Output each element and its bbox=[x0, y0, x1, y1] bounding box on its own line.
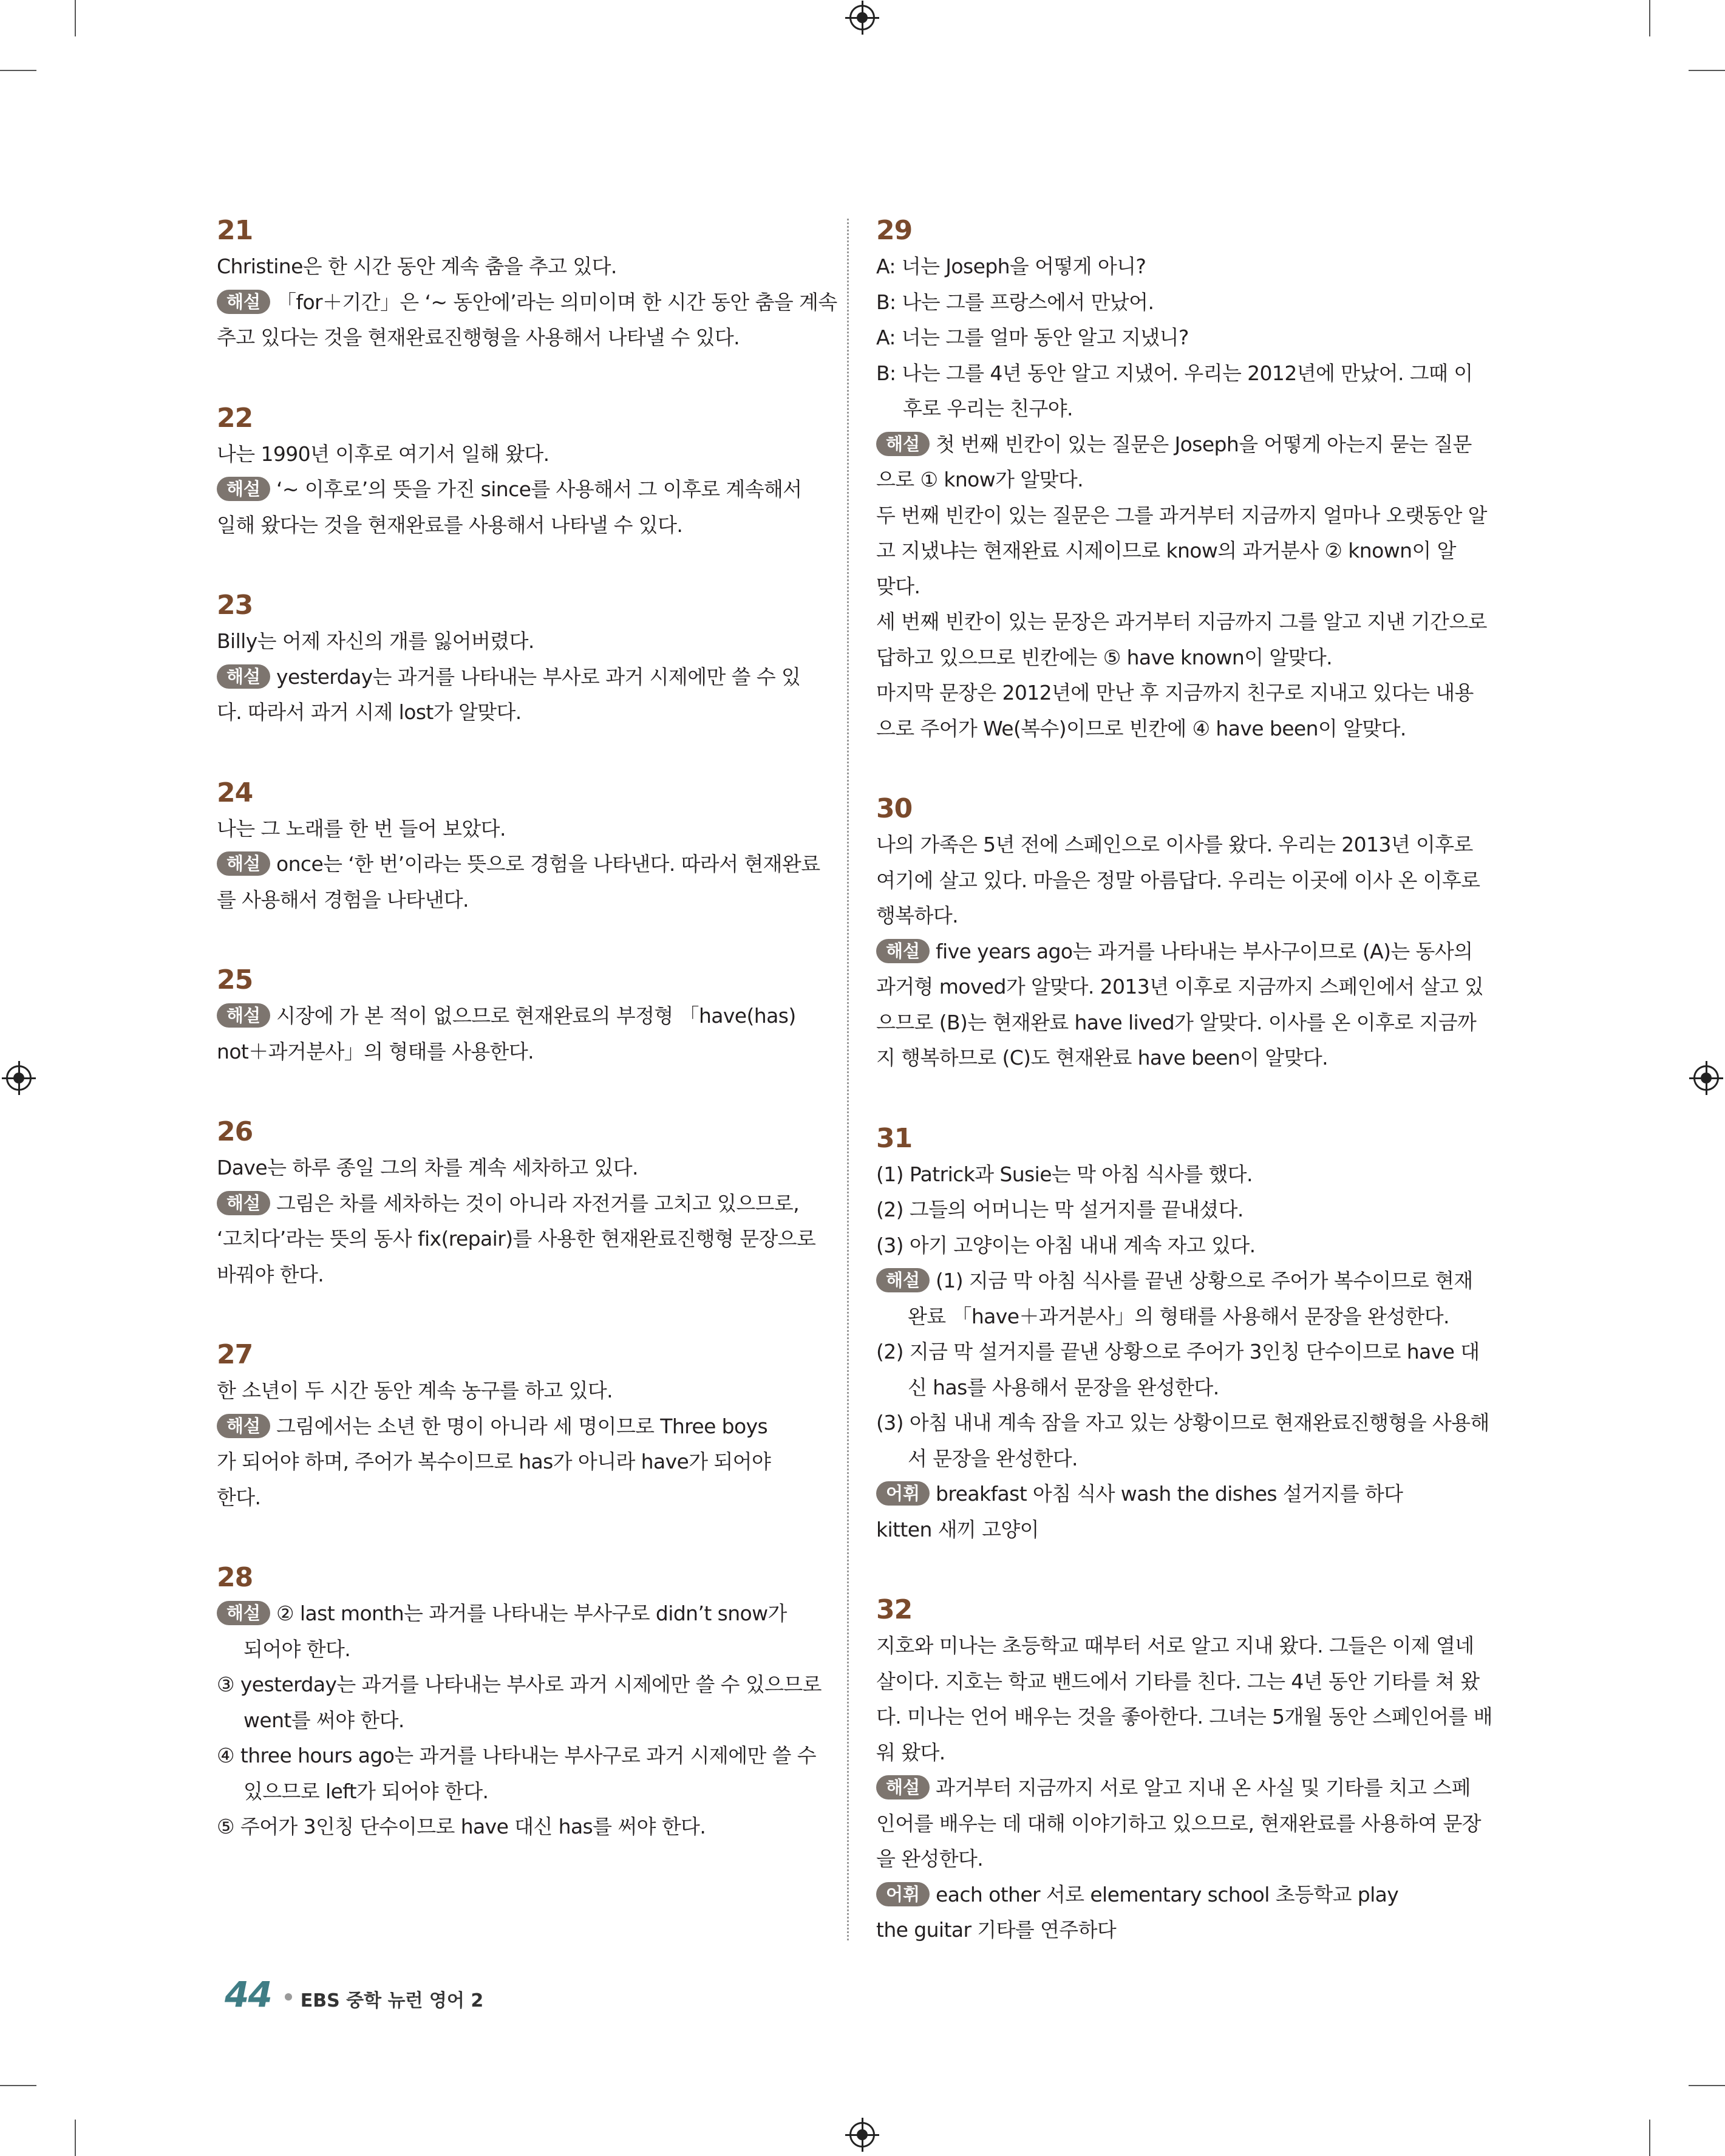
crop-mark bbox=[1649, 0, 1650, 36]
text-line bbox=[217, 695, 818, 731]
text-line bbox=[876, 1005, 1478, 1041]
line-text: (2) 지금 막 설거지를 끝낸 상황으로 주어가 3인칭 단수이므로 have 대 bbox=[876, 1340, 1480, 1363]
question-block bbox=[217, 1114, 818, 1292]
line-text: ‘~ 이후로’의 뜻을 가진 since를 사용해서 그 이후로 계속해서 bbox=[276, 477, 802, 501]
question-number: 27 bbox=[217, 1339, 253, 1370]
line-text: 일해 왔다는 것을 현재완료를 사용해서 나타낼 수 있다. bbox=[217, 513, 683, 537]
label-badge: 해설 bbox=[217, 1414, 270, 1438]
line-text: 완료 「have＋과거분사」의 형태를 사용해서 문장을 완성한다. bbox=[908, 1304, 1449, 1328]
question-block bbox=[876, 213, 1487, 746]
text-line bbox=[217, 1186, 818, 1222]
line-text: 후로 우리는 친구야. bbox=[903, 397, 1073, 420]
crop-mark bbox=[1689, 70, 1725, 71]
question-spacer bbox=[217, 543, 818, 587]
line-text: A: 너는 Joseph을 어떻게 아니? bbox=[876, 254, 1146, 278]
page-number: 44 bbox=[225, 1974, 271, 2015]
text-line bbox=[876, 1370, 1478, 1406]
question-number: 25 bbox=[217, 964, 253, 995]
text-line bbox=[876, 1628, 1478, 1664]
text-line bbox=[217, 1738, 818, 1774]
line-text: 그림에서는 소년 한 명이 아니라 세 명이므로 Three boys bbox=[276, 1414, 768, 1438]
text-line bbox=[217, 472, 818, 508]
text-line bbox=[217, 811, 818, 847]
line-text: 있으므로 left가 되어야 한다. bbox=[243, 1779, 489, 1803]
line-text: 과거부터 지금까지 서로 알고 지내 온 사실 및 기타를 치고 스페 bbox=[936, 1776, 1471, 1800]
line-text: 고 지냈냐는 현재완료 시제이므로 know의 과거분사 ② known이 알 bbox=[876, 539, 1456, 562]
line-text: (1) Patrick과 Susie는 막 아침 식사를 했다. bbox=[876, 1162, 1253, 1186]
question-spacer bbox=[217, 1515, 818, 1560]
line-text: 신 has를 사용해서 문장을 완성한다. bbox=[908, 1375, 1219, 1399]
question-spacer bbox=[217, 731, 818, 775]
line-text: 을 완성한다. bbox=[876, 1847, 984, 1871]
line-text: 맞다. bbox=[876, 574, 920, 598]
text-line bbox=[876, 640, 1478, 676]
line-text: 바꿔야 한다. bbox=[217, 1262, 324, 1286]
text-line bbox=[876, 1512, 1478, 1548]
line-text: ③ yesterday는 과거를 나타내는 부사로 과거 시제에만 쓸 수 있으므로 bbox=[217, 1673, 822, 1696]
text-line bbox=[217, 1444, 818, 1480]
text-line bbox=[217, 1774, 818, 1810]
line-text: 나는 1990년 이후로 여기서 일해 왔다. bbox=[217, 442, 549, 466]
text-line bbox=[217, 1596, 818, 1632]
question-block bbox=[217, 587, 818, 731]
question-spacer bbox=[217, 356, 818, 400]
line-text: 으로 주어가 We(복수)이므로 빈칸에 ④ have been이 알맞다. bbox=[876, 716, 1406, 740]
line-text: kitten 새끼 고양이 bbox=[876, 1517, 1039, 1541]
line-text: A: 너는 그를 얼마 동안 알고 지냈니? bbox=[876, 326, 1189, 349]
text-line bbox=[876, 1228, 1478, 1264]
question-block bbox=[217, 213, 837, 356]
line-text: not＋과거분사」의 형태를 사용한다. bbox=[217, 1039, 534, 1063]
text-line bbox=[217, 624, 818, 660]
label-badge: 해설 bbox=[217, 290, 270, 314]
label-badge: 해설 bbox=[217, 851, 270, 876]
line-text: Dave는 하루 종일 그의 차를 계속 세차하고 있다. bbox=[217, 1156, 638, 1179]
text-line bbox=[876, 1806, 1482, 1842]
text-line bbox=[876, 1299, 1478, 1335]
line-text: went를 써야 한다. bbox=[243, 1708, 404, 1732]
question-number: 32 bbox=[876, 1594, 913, 1625]
page-footer bbox=[225, 1974, 483, 2015]
text-line bbox=[876, 827, 1478, 863]
line-text: 행복하다. bbox=[876, 904, 959, 927]
line-text: 지 행복하므로 (C)도 현재완료 have been이 알맞다. bbox=[876, 1046, 1329, 1069]
line-text: (2) 그들의 어머니는 막 설거지를 끝내셨다. bbox=[876, 1198, 1244, 1221]
line-text: 마지막 문장은 2012년에 만난 후 지금까지 친구로 지내고 있다는 내용 bbox=[876, 681, 1474, 704]
line-text: 나의 가족은 5년 전에 스페인으로 이사를 왔다. 우리는 2013년 이후로 bbox=[876, 833, 1473, 856]
question-number: 31 bbox=[876, 1122, 913, 1154]
text-line bbox=[876, 604, 1487, 640]
text-line bbox=[876, 1664, 1478, 1700]
line-text: 한다. bbox=[217, 1485, 261, 1509]
line-text: 서 문장을 완성한다. bbox=[908, 1446, 1078, 1470]
text-line bbox=[876, 1405, 1489, 1441]
registration-mark-icon bbox=[6, 1065, 32, 1091]
line-text: (3) 아침 내내 계속 잠을 자고 있는 상황이므로 현재완료진행형을 사용해 bbox=[876, 1411, 1489, 1434]
text-line bbox=[217, 249, 818, 285]
text-line bbox=[876, 1877, 1478, 1913]
label-badge: 해설 bbox=[876, 432, 930, 456]
label-badge: 해설 bbox=[217, 1191, 270, 1215]
line-text: 여기에 살고 있다. 마을은 정말 아름답다. 우리는 이곳에 이사 온 이후로 bbox=[876, 868, 1480, 892]
text-line bbox=[217, 998, 818, 1034]
question-block bbox=[217, 400, 818, 544]
label-badge: 어휘 bbox=[876, 1481, 930, 1506]
label-badge: 해설 bbox=[217, 1003, 270, 1028]
text-line bbox=[876, 320, 1478, 356]
text-line bbox=[876, 1263, 1478, 1299]
question-number: 30 bbox=[876, 793, 913, 824]
line-text: (1) 지금 막 아침 식사를 끝낸 상황으로 주어가 복수이므로 현재 bbox=[936, 1269, 1473, 1292]
question-block bbox=[876, 791, 1484, 1076]
line-text: 인어를 배우는 데 대해 이야기하고 있으므로, 현재완료를 사용하여 문장 bbox=[876, 1811, 1482, 1835]
question-spacer bbox=[217, 918, 818, 962]
question-spacer bbox=[217, 1069, 818, 1114]
crop-mark bbox=[75, 0, 76, 36]
crop-mark bbox=[0, 2085, 36, 2086]
line-text: 를 사용해서 경험을 나타낸다. bbox=[217, 887, 469, 912]
line-text: the guitar 기타를 연주하다 bbox=[876, 1918, 1117, 1942]
line-text: B: 나는 그를 4년 동안 알고 지냈어. 우리는 2012년에 만났어. 그때 이 bbox=[876, 361, 1473, 385]
label-badge: 해설 bbox=[217, 664, 270, 689]
line-text: B: 나는 그를 프랑스에서 만났어. bbox=[876, 290, 1154, 314]
question-block bbox=[217, 1560, 822, 1845]
text-line bbox=[217, 660, 818, 695]
line-text: 추고 있다는 것을 현재완료진행형을 사용해서 나타낼 수 있다. bbox=[217, 326, 740, 349]
text-line bbox=[876, 1735, 1478, 1771]
text-line bbox=[217, 1480, 818, 1516]
line-text: 으므로 (B)는 현재완료 have lived가 알맞다. 이사를 온 이후로 지금까 bbox=[876, 1010, 1477, 1034]
line-text: 지호와 미나는 초등학교 때부터 서로 알고 지내 왔다. 그들은 이제 열네 bbox=[876, 1634, 1474, 1657]
registration-mark-icon bbox=[1693, 1065, 1719, 1091]
line-text: 답하고 있으므로 빈칸에는 ⑤ have known이 알맞다. bbox=[876, 645, 1333, 669]
text-line bbox=[876, 1192, 1478, 1228]
question-spacer bbox=[876, 1547, 1478, 1592]
line-text: Billy는 어제 자신의 개를 잃어버렸다. bbox=[217, 629, 534, 653]
question-spacer bbox=[876, 1076, 1478, 1121]
text-line bbox=[876, 934, 1478, 970]
line-text: ‘고치다’라는 뜻의 동사 fix(repair)를 사용한 현재완료진행형 문장으로 bbox=[217, 1227, 816, 1250]
right-column bbox=[876, 213, 1492, 1948]
line-text: 되어야 한다. bbox=[243, 1637, 351, 1661]
text-line bbox=[217, 285, 837, 321]
text-line bbox=[876, 1770, 1478, 1806]
book-title: EBS 중학 뉴런 영어 2 bbox=[300, 1990, 484, 2011]
text-line bbox=[217, 1703, 818, 1739]
text-line bbox=[217, 1221, 818, 1257]
text-line bbox=[217, 508, 818, 544]
question-block bbox=[876, 1121, 1489, 1548]
text-line bbox=[217, 320, 818, 356]
text-line bbox=[876, 462, 1478, 498]
line-text: 나는 그 노래를 한 번 들어 보았다. bbox=[217, 816, 506, 841]
line-text: 「for＋기간」은 ‘~ 동안에’라는 의미이며 한 시간 동안 춤을 계속 bbox=[276, 290, 837, 314]
question-number: 24 bbox=[217, 777, 253, 808]
line-text: 다. 미나는 언어 배우는 것을 좋아한다. 그녀는 5개월 동안 스페인어를 배 bbox=[876, 1705, 1492, 1728]
line-text: ④ three hours ago는 과거를 나타내는 부사구로 과거 시제에만 쓸 수 bbox=[217, 1744, 817, 1767]
text-line bbox=[217, 1257, 818, 1293]
label-badge: 해설 bbox=[217, 1601, 270, 1625]
line-text: yesterday는 과거를 나타내는 부사로 과거 시제에만 쓸 수 있 bbox=[276, 664, 801, 689]
text-line bbox=[876, 1334, 1478, 1370]
text-line bbox=[876, 1441, 1478, 1477]
question-block bbox=[217, 1337, 818, 1515]
text-line bbox=[217, 847, 818, 882]
line-text: 첫 번째 빈칸이 있는 질문은 Joseph을 어떻게 아는지 묻는 질문 bbox=[936, 432, 1472, 456]
text-line bbox=[217, 1809, 818, 1845]
line-text: ② last month는 과거를 나타내는 부사구로 didn’t snow가 bbox=[276, 1602, 787, 1625]
question-number: 29 bbox=[876, 215, 913, 246]
line-text: Christine은 한 시간 동안 계속 춤을 추고 있다. bbox=[217, 254, 617, 278]
line-text: each other 서로 elementary school 초등학교 play bbox=[936, 1882, 1399, 1906]
line-text: ⑤ 주어가 3인칭 단수이므로 have 대신 has를 써야 한다. bbox=[217, 1815, 706, 1838]
label-badge: 해설 bbox=[217, 477, 270, 501]
question-block bbox=[217, 775, 818, 918]
line-text: five years ago는 과거를 나타내는 부사구이므로 (A)는 동사의 bbox=[936, 939, 1473, 963]
text-line bbox=[217, 1667, 822, 1703]
line-text: 한 소년이 두 시간 동안 계속 농구를 하고 있다. bbox=[217, 1379, 613, 1402]
text-line bbox=[876, 969, 1484, 1005]
text-line bbox=[217, 1632, 818, 1668]
line-text: 두 번째 빈칸이 있는 질문은 그를 과거부터 지금까지 얼마나 오랫동안 알 bbox=[876, 503, 1487, 527]
line-text: (3) 아기 고양이는 아침 내내 계속 자고 있다. bbox=[876, 1233, 1256, 1257]
text-line bbox=[217, 1409, 818, 1445]
question-number: 21 bbox=[217, 215, 253, 246]
text-line bbox=[217, 1150, 818, 1186]
line-text: 세 번째 빈칸이 있는 문장은 과거부터 지금까지 그를 알고 지낸 기간으로 bbox=[876, 610, 1487, 633]
text-line bbox=[217, 882, 818, 918]
text-line bbox=[876, 675, 1478, 711]
line-text: once는 ‘한 번’이라는 뜻으로 경험을 나타낸다. 따라서 현재완료 bbox=[276, 852, 820, 876]
text-line bbox=[876, 863, 1478, 899]
question-number: 26 bbox=[217, 1116, 253, 1147]
question-number: 23 bbox=[217, 590, 253, 621]
left-column bbox=[217, 213, 837, 1845]
crop-mark bbox=[1689, 2085, 1725, 2086]
text-line bbox=[876, 1476, 1478, 1512]
text-line bbox=[876, 533, 1478, 569]
bullet-dot-icon bbox=[285, 1993, 292, 2001]
text-line bbox=[876, 356, 1478, 392]
label-badge: 어휘 bbox=[876, 1882, 930, 1906]
text-line bbox=[876, 1912, 1478, 1948]
line-text: 가 되어야 하며, 주어가 복수이므로 has가 아니라 have가 되어야 bbox=[217, 1450, 771, 1473]
registration-mark-icon bbox=[849, 5, 875, 30]
text-line bbox=[217, 1034, 818, 1070]
label-badge: 해설 bbox=[876, 939, 930, 963]
question-spacer bbox=[876, 746, 1478, 791]
text-line bbox=[217, 1373, 818, 1409]
text-line bbox=[217, 437, 818, 472]
line-text: 다. 따라서 과거 시제 lost가 알맞다. bbox=[217, 700, 522, 724]
question-spacer bbox=[217, 1292, 818, 1337]
text-line bbox=[876, 711, 1478, 747]
line-text: 시장에 가 본 적이 없으므로 현재완료의 부정형 「have(has) bbox=[276, 1004, 796, 1028]
text-line bbox=[876, 285, 1478, 321]
column-divider bbox=[847, 219, 849, 1940]
line-text: 살이다. 지호는 학교 밴드에서 기타를 친다. 그는 4년 동안 기타를 쳐 왔 bbox=[876, 1669, 1480, 1693]
question-number: 28 bbox=[217, 1562, 253, 1593]
text-line bbox=[876, 1157, 1478, 1193]
registration-mark-icon bbox=[849, 2122, 875, 2147]
text-line bbox=[876, 569, 1478, 605]
text-line bbox=[876, 391, 1478, 427]
line-text: 그림은 차를 세차하는 것이 아니라 자전거를 고치고 있으므로, bbox=[276, 1191, 800, 1215]
label-badge: 해설 bbox=[876, 1775, 930, 1800]
crop-mark bbox=[0, 70, 36, 71]
text-line bbox=[876, 898, 1478, 934]
question-block bbox=[876, 1592, 1492, 1948]
line-text: breakfast 아침 식사 wash the dishes 설거지를 하다 bbox=[936, 1482, 1403, 1506]
label-badge: 해설 bbox=[876, 1268, 930, 1292]
line-text: 워 왔다. bbox=[876, 1740, 945, 1764]
question-block bbox=[217, 962, 818, 1069]
text-line bbox=[876, 1699, 1492, 1735]
text-line bbox=[876, 427, 1478, 463]
question-number: 22 bbox=[217, 402, 253, 434]
text-line bbox=[876, 498, 1487, 534]
line-text: 과거형 moved가 알맞다. 2013년 이후로 지금까지 스페인에서 살고 있 bbox=[876, 975, 1484, 998]
text-line bbox=[876, 249, 1478, 285]
crop-mark bbox=[75, 2120, 76, 2156]
line-text: 으로 ① know가 알맞다. bbox=[876, 468, 1084, 491]
text-line bbox=[876, 1841, 1478, 1877]
crop-mark bbox=[1649, 2120, 1650, 2156]
text-line bbox=[876, 1040, 1478, 1076]
